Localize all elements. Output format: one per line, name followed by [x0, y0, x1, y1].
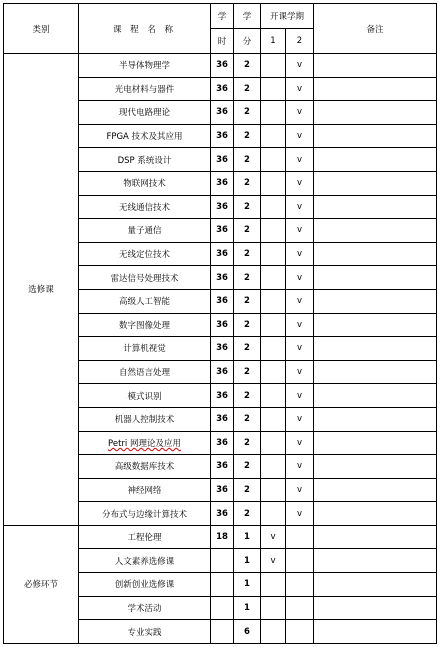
semester-1-cell [261, 313, 286, 337]
credits-cell: 2 [234, 148, 261, 172]
header-hours-bottom: 时 [211, 29, 234, 54]
credits-cell: 2 [234, 478, 261, 502]
remarks-cell [314, 596, 437, 620]
course-name-cell: 分布式与边缘计算技术 [79, 502, 211, 526]
course-name-cell: 无线定位技术 [79, 242, 211, 266]
semester-1-cell [261, 219, 286, 243]
remarks-cell [314, 77, 437, 101]
course-name-cell: 高级数据库技术 [79, 455, 211, 479]
credits-cell: 1 [234, 549, 261, 573]
credits-cell: 1 [234, 596, 261, 620]
hours-cell: 36 [211, 219, 234, 243]
credits-cell: 2 [234, 77, 261, 101]
hours-cell: 36 [211, 431, 234, 455]
semester-1-cell [261, 573, 286, 597]
semester-2-cell: v [286, 360, 314, 384]
credits-cell: 2 [234, 431, 261, 455]
remarks-cell [314, 54, 437, 78]
course-name-cell: 半导体物理学 [79, 54, 211, 78]
header-category: 类别 [4, 4, 79, 54]
remarks-cell [314, 313, 437, 337]
header-hours-top: 学 [211, 4, 234, 29]
semester-1-cell [261, 502, 286, 526]
category-required: 必修环节 [4, 525, 79, 643]
course-name-cell: 无线通信技术 [79, 195, 211, 219]
course-name-cell: Petri 网理论及应用 [79, 431, 211, 455]
credits-cell: 2 [234, 101, 261, 125]
course-name-cell: 机器人控制技术 [79, 407, 211, 431]
credits-cell: 2 [234, 266, 261, 290]
course-name-cell: 高级人工智能 [79, 289, 211, 313]
semester-2-cell: v [286, 195, 314, 219]
semester-1-cell [261, 289, 286, 313]
semester-1-cell [261, 171, 286, 195]
semester-1-cell [261, 242, 286, 266]
credits-cell: 2 [234, 384, 261, 408]
semester-2-cell: v [286, 455, 314, 479]
remarks-cell [314, 360, 437, 384]
hours-cell: 36 [211, 124, 234, 148]
remarks-cell [314, 337, 437, 361]
remarks-cell [314, 289, 437, 313]
hours-cell: 36 [211, 313, 234, 337]
remarks-cell [314, 384, 437, 408]
header-semester-2: 2 [286, 29, 314, 54]
course-name-cell: 神经网络 [79, 478, 211, 502]
course-name-cell: 创新创业选修课 [79, 573, 211, 597]
remarks-cell [314, 549, 437, 573]
hours-cell [211, 549, 234, 573]
remarks-cell [314, 195, 437, 219]
course-name-cell: 人文素养选修课 [79, 549, 211, 573]
semester-2-cell: v [286, 171, 314, 195]
header-credits-top: 学 [234, 4, 261, 29]
semester-2-cell: v [286, 407, 314, 431]
hours-cell: 36 [211, 242, 234, 266]
semester-1-cell [261, 148, 286, 172]
semester-2-cell: v [286, 502, 314, 526]
hours-cell [211, 620, 234, 644]
course-name-cell: FPGA 技术及其应用 [79, 124, 211, 148]
header-course-name: 课 程 名 称 [79, 4, 211, 54]
hours-cell: 36 [211, 384, 234, 408]
credits-cell: 2 [234, 124, 261, 148]
semester-2-cell: v [286, 384, 314, 408]
remarks-cell [314, 431, 437, 455]
credits-cell: 2 [234, 171, 261, 195]
hours-cell [211, 596, 234, 620]
hours-cell: 36 [211, 101, 234, 125]
semester-2-cell [286, 620, 314, 644]
semester-1-cell [261, 431, 286, 455]
hours-cell: 36 [211, 148, 234, 172]
credits-cell: 2 [234, 360, 261, 384]
semester-2-cell [286, 525, 314, 549]
semester-1-cell [261, 337, 286, 361]
hours-cell: 36 [211, 77, 234, 101]
semester-1-cell [261, 384, 286, 408]
remarks-cell [314, 525, 437, 549]
course-name-cell: 学术活动 [79, 596, 211, 620]
course-name-cell: 自然语言处理 [79, 360, 211, 384]
semester-1-cell [261, 54, 286, 78]
remarks-cell [314, 502, 437, 526]
semester-1-cell [261, 455, 286, 479]
semester-1-cell [261, 195, 286, 219]
hours-cell: 36 [211, 54, 234, 78]
credits-cell: 2 [234, 289, 261, 313]
semester-1-cell [261, 360, 286, 384]
hours-cell: 36 [211, 195, 234, 219]
course-name-cell: 现代电路理论 [79, 101, 211, 125]
header-semester-1: 1 [261, 29, 286, 54]
semester-1-cell [261, 77, 286, 101]
hours-cell: 36 [211, 171, 234, 195]
course-name-cell: 量子通信 [79, 219, 211, 243]
hours-cell: 18 [211, 525, 234, 549]
course-name-cell: 专业实践 [79, 620, 211, 644]
hours-cell: 36 [211, 289, 234, 313]
table-row [4, 525, 437, 549]
credits-cell: 2 [234, 337, 261, 361]
remarks-cell [314, 242, 437, 266]
hours-cell [211, 573, 234, 597]
credits-cell: 2 [234, 407, 261, 431]
credits-cell: 2 [234, 502, 261, 526]
course-name-cell: 计算机视觉 [79, 337, 211, 361]
hours-cell: 36 [211, 478, 234, 502]
remarks-cell [314, 573, 437, 597]
credits-cell: 6 [234, 620, 261, 644]
semester-2-cell [286, 573, 314, 597]
header-credits-bottom: 分 [234, 29, 261, 54]
course-name-cell: 雷达信号处理技术 [79, 266, 211, 290]
hours-cell: 36 [211, 407, 234, 431]
credits-cell: 2 [234, 54, 261, 78]
remarks-cell [314, 266, 437, 290]
course-name-cell: 物联网技术 [79, 171, 211, 195]
credits-cell: 1 [234, 525, 261, 549]
semester-1-cell [261, 101, 286, 125]
credits-cell: 1 [234, 573, 261, 597]
semester-1-cell [261, 478, 286, 502]
header-semester: 开课学期 [261, 4, 314, 29]
course-name-cell: 光电材料与器件 [79, 77, 211, 101]
header-remarks: 备注 [314, 4, 437, 54]
header-row-1 [4, 4, 437, 29]
remarks-cell [314, 455, 437, 479]
semester-1-cell [261, 407, 286, 431]
credits-cell: 2 [234, 219, 261, 243]
semester-2-cell [286, 596, 314, 620]
remarks-cell [314, 219, 437, 243]
semester-2-cell: v [286, 148, 314, 172]
semester-2-cell: v [286, 266, 314, 290]
credits-cell: 2 [234, 455, 261, 479]
hours-cell: 36 [211, 337, 234, 361]
semester-2-cell: v [286, 54, 314, 78]
semester-2-cell: v [286, 77, 314, 101]
semester-1-cell: v [261, 525, 286, 549]
curriculum-table [3, 3, 437, 644]
remarks-cell [314, 620, 437, 644]
course-name-cell: 工程伦理 [79, 525, 211, 549]
semester-1-cell [261, 620, 286, 644]
semester-1-cell [261, 124, 286, 148]
semester-2-cell: v [286, 219, 314, 243]
hours-cell: 36 [211, 360, 234, 384]
hours-cell: 36 [211, 502, 234, 526]
hours-cell: 36 [211, 266, 234, 290]
remarks-cell [314, 148, 437, 172]
course-name-cell: 模式识别 [79, 384, 211, 408]
semester-2-cell: v [286, 242, 314, 266]
semester-1-cell: v [261, 549, 286, 573]
semester-2-cell: v [286, 101, 314, 125]
semester-1-cell [261, 596, 286, 620]
semester-1-cell [261, 266, 286, 290]
remarks-cell [314, 171, 437, 195]
credits-cell: 2 [234, 242, 261, 266]
hours-cell: 36 [211, 455, 234, 479]
course-name-cell: DSP 系统设计 [79, 148, 211, 172]
remarks-cell [314, 407, 437, 431]
semester-2-cell [286, 549, 314, 573]
table-row [4, 54, 437, 78]
semester-2-cell: v [286, 478, 314, 502]
semester-2-cell: v [286, 431, 314, 455]
semester-2-cell: v [286, 289, 314, 313]
credits-cell: 2 [234, 195, 261, 219]
semester-2-cell: v [286, 124, 314, 148]
category-elective: 选修课 [4, 54, 79, 526]
credits-cell: 2 [234, 313, 261, 337]
curriculum-table-wrapper [3, 3, 437, 644]
remarks-cell [314, 478, 437, 502]
semester-2-cell: v [286, 337, 314, 361]
semester-2-cell: v [286, 313, 314, 337]
remarks-cell [314, 101, 437, 125]
remarks-cell [314, 124, 437, 148]
course-name-cell: 数字图像处理 [79, 313, 211, 337]
